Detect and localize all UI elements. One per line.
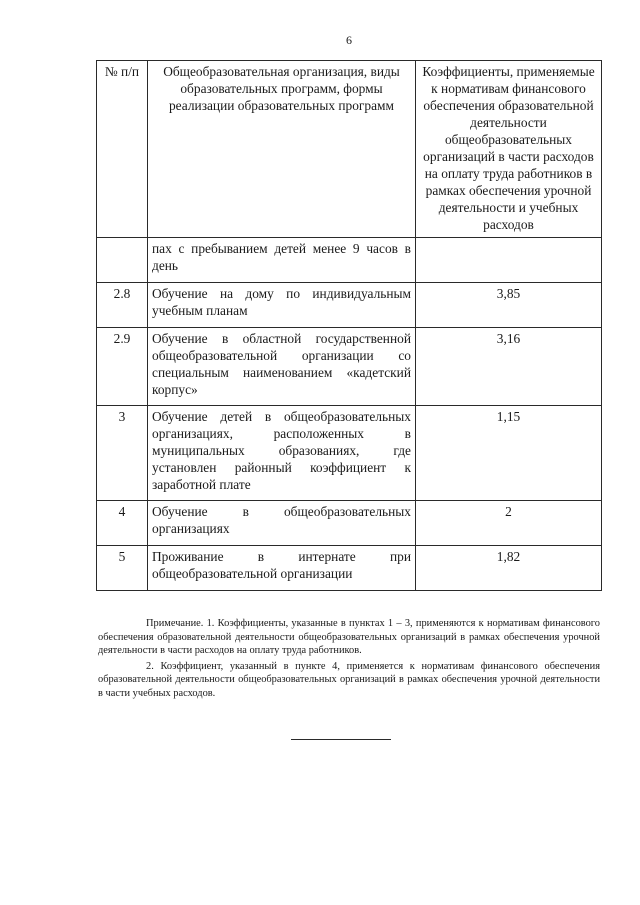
row-description: Обучение на дому по индивидуальным учебным планам	[148, 283, 416, 328]
note-2: 2. Коэффициент, указанный в пункте 4, применяется к нормативам финансового обеспечения образовательной деятельности общеобразовательных организаций в рамках обеспечения урочной деятельности в части учебных расходов.	[98, 660, 600, 699]
row-number: 3	[97, 406, 148, 501]
table-row	[97, 501, 602, 546]
table-row	[97, 406, 602, 501]
header-coefficients: Коэффициенты, применяемые к нормативам финансового обеспечения образовательной деятельности общеобразовательных организаций в части расходов на оплату труда работников в рамках обеспечения урочной деятельности и учебных расходов	[416, 61, 602, 238]
row-number: 2.8	[97, 283, 148, 328]
note-1: Примечание. 1. Коэффициенты, указанные в пунктах 1 – 3, применяются к нормативам финансового обеспечения образовательной деятельности общеобразовательных организаций в рамках обеспечения урочной деятельности в части расходов на оплату труда работников.	[98, 618, 600, 657]
row-coefficient: 1,82	[416, 546, 602, 591]
end-divider	[291, 739, 391, 740]
row-description: пах с пребыванием детей менее 9 часов в день	[148, 238, 416, 283]
row-coefficient: 2	[416, 501, 602, 546]
table-row	[97, 283, 602, 328]
table-header	[97, 61, 602, 238]
row-description: Проживание в интернате при общеобразовательной организации	[148, 546, 416, 591]
row-coefficient: 1,15	[416, 406, 602, 501]
row-description: Обучение детей в общеобразовательных организациях, расположенных в муниципальных образованиях, где установлен районный коэффициент к заработной плате	[148, 406, 416, 501]
table-row	[97, 238, 602, 283]
table-body	[97, 238, 602, 591]
row-description: Обучение в общеобразовательных организациях	[148, 501, 416, 546]
row-description: Обучение в областной государственной общеобразовательной организации со специальным наименованием «кадетский корпус»	[148, 328, 416, 406]
notes-section	[98, 617, 600, 701]
coefficients-table	[96, 60, 602, 591]
header-row	[97, 61, 602, 238]
row-number: 5	[97, 546, 148, 591]
page-number: 6	[346, 33, 352, 47]
table-row	[97, 546, 602, 591]
row-number: 4	[97, 501, 148, 546]
header-organization: Общеобразовательная организация, виды образовательных программ, формы реализации образовательных программ	[148, 61, 416, 238]
header-number: № п/п	[97, 61, 148, 238]
table-row	[97, 328, 602, 406]
row-coefficient: 3,85	[416, 283, 602, 328]
row-coefficient: 3,16	[416, 328, 602, 406]
row-number	[97, 238, 148, 283]
row-coefficient	[416, 238, 602, 283]
row-number: 2.9	[97, 328, 148, 406]
